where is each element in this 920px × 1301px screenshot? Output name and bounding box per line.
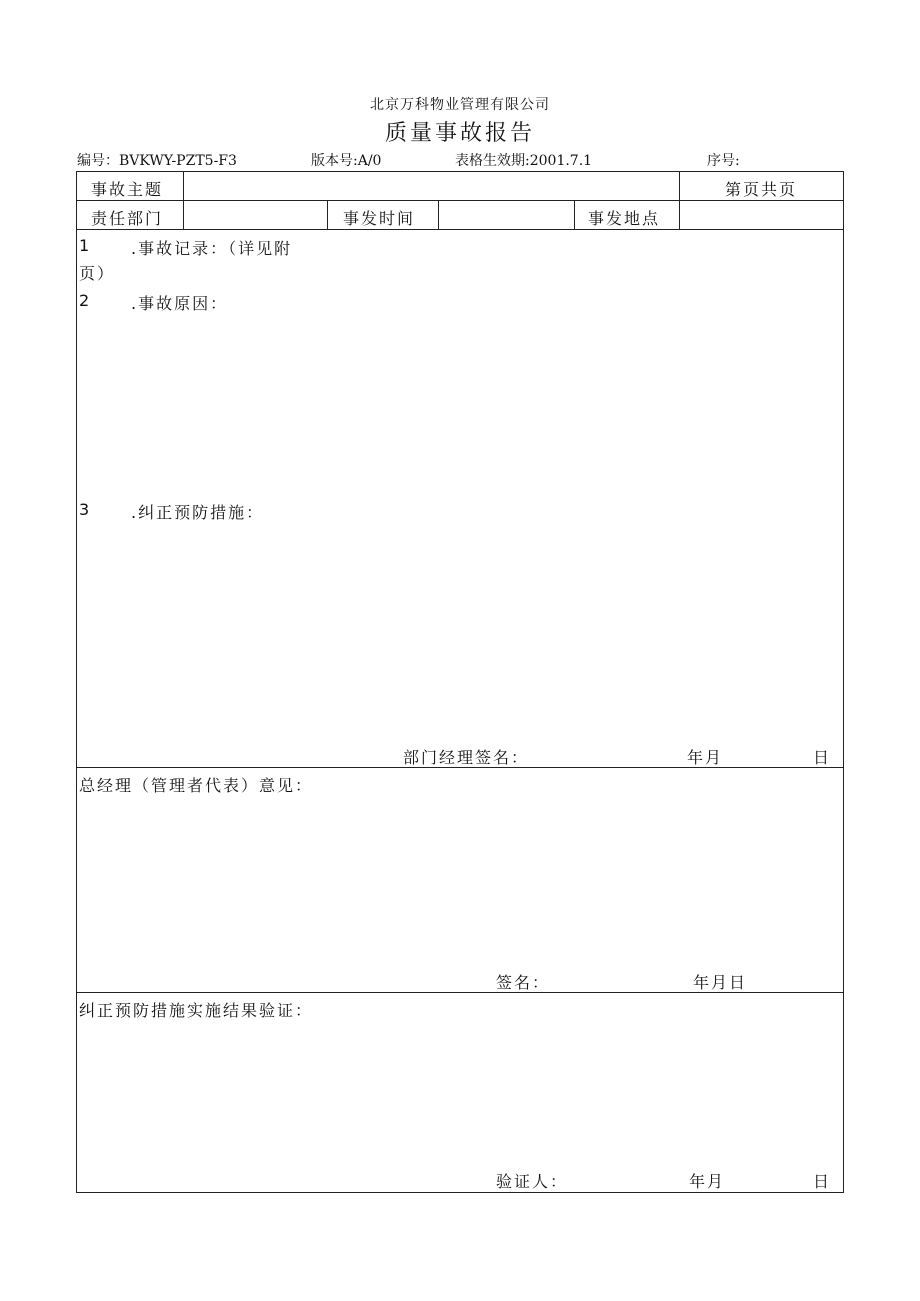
corrective-action-label: .纠正预防措施： xyxy=(131,503,265,522)
row-divider xyxy=(77,200,843,201)
effective-date: 表格生效期:2001.7.1 xyxy=(455,153,593,169)
column-divider xyxy=(183,172,184,229)
column-divider xyxy=(679,172,680,229)
responsible-dept-field[interactable] xyxy=(189,206,321,226)
column-divider xyxy=(438,200,439,229)
form-version: 版本号:A/0 xyxy=(311,153,382,169)
column-divider xyxy=(574,200,575,229)
subject-field[interactable] xyxy=(189,177,673,197)
dept-manager-signature-label: 部门经理签名： xyxy=(403,748,530,767)
general-manager-opinion-label: 总经理（管理者代表）意见： xyxy=(79,776,314,795)
incident-location-label: 事发地点 xyxy=(588,209,661,228)
item-2-number: 2 xyxy=(79,291,90,310)
report-form xyxy=(76,171,844,1193)
verifier-sign-year-month: 年月 xyxy=(689,1172,726,1191)
incident-location-field[interactable] xyxy=(685,206,839,226)
verifier-sign-day: 日 xyxy=(813,1172,832,1191)
incident-time-field[interactable] xyxy=(444,206,568,226)
page-count-label: 第页共页 xyxy=(725,180,798,199)
general-manager-sign-date: 年月日 xyxy=(693,973,748,992)
general-manager-signature-label: 签名： xyxy=(496,973,551,992)
dept-manager-sign-day: 日 xyxy=(813,748,832,767)
dept-manager-sign-year-month: 年月 xyxy=(687,748,724,767)
form-title: 质量事故报告 xyxy=(384,121,535,146)
item-3-number: 3 xyxy=(79,500,90,519)
responsible-dept-label: 责任部门 xyxy=(91,209,164,228)
verifier-signature-label: 验证人： xyxy=(496,1172,569,1191)
row-divider xyxy=(77,229,843,230)
incident-time-label: 事发时间 xyxy=(343,209,416,228)
subject-label: 事故主题 xyxy=(91,180,164,199)
form-code: 编号：BVKWY-PZT5-F3 xyxy=(77,153,237,169)
incident-cause-label: .事故原因： xyxy=(131,294,229,313)
company-name: 北京万科物业管理有限公司 xyxy=(370,97,550,113)
incident-record-label: .事故记录：（详见附 xyxy=(131,239,293,258)
serial-number: 序号: xyxy=(707,153,740,169)
verification-result-label: 纠正预防措施实施结果验证： xyxy=(79,1001,314,1020)
item-1-number: 1 xyxy=(79,236,90,255)
column-divider xyxy=(327,200,328,229)
incident-record-label-cont: 页） xyxy=(79,264,116,283)
